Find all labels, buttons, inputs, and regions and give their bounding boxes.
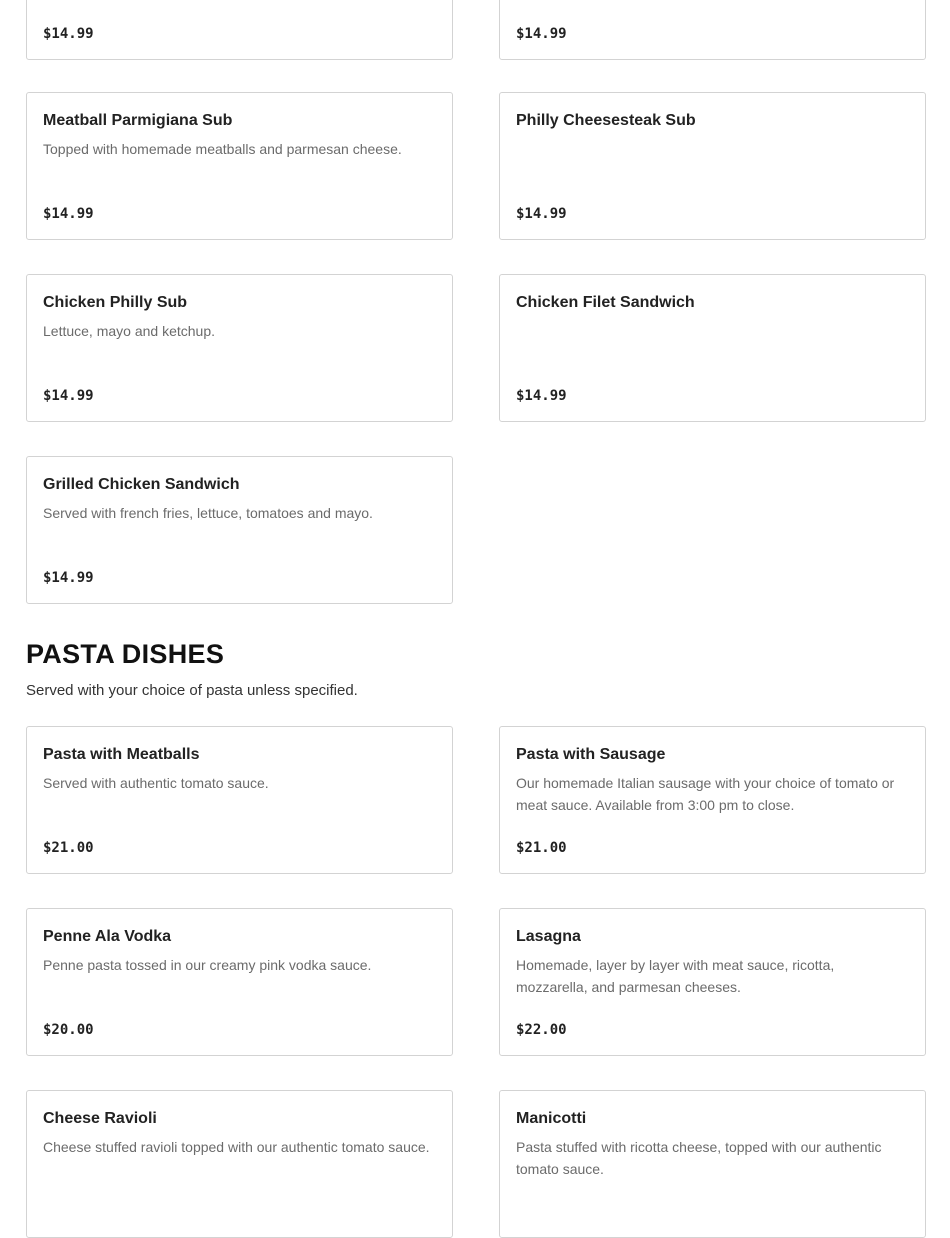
- menu-item-card[interactable]: [26, 274, 453, 422]
- menu-item-card[interactable]: [26, 92, 453, 240]
- item-price: $14.99: [516, 388, 567, 404]
- menu-item-card[interactable]: [26, 0, 453, 60]
- item-name: Cheese Ravioli: [43, 1110, 157, 1127]
- item-price: $22.00: [516, 1022, 567, 1038]
- item-name: Meatball Parmigiana Sub: [43, 112, 233, 129]
- item-description: Cheese stuffed ravioli topped with our authentic tomato sauce.: [43, 1139, 430, 1155]
- item-name: Chicken Philly Sub: [43, 294, 188, 311]
- item-name: Pasta with Meatballs: [43, 746, 200, 763]
- item-price: $14.99: [516, 26, 567, 42]
- menu-item-card[interactable]: [26, 726, 453, 874]
- item-name: Manicotti: [516, 1110, 587, 1127]
- item-description: Topped with homemade meatballs and parmesan cheese.: [43, 141, 402, 157]
- item-description: Lettuce, mayo and ketchup.: [43, 323, 215, 339]
- item-price: $21.00: [43, 840, 94, 856]
- section-title: PASTA DISHES: [26, 639, 225, 669]
- item-price: $14.99: [43, 388, 94, 404]
- menu-item-card[interactable]: [26, 456, 453, 604]
- item-name: Penne Ala Vodka: [43, 928, 172, 945]
- menu-item-card[interactable]: [499, 92, 926, 240]
- item-description: Served with authentic tomato sauce.: [43, 775, 269, 791]
- item-price: $14.99: [43, 570, 94, 586]
- section-subtitle: Served with your choice of pasta unless specified.: [26, 682, 358, 699]
- menu-item-card[interactable]: [499, 726, 926, 874]
- item-price: $14.99: [516, 206, 567, 222]
- item-name: Philly Cheesesteak Sub: [516, 112, 696, 129]
- item-price: $20.00: [43, 1022, 94, 1038]
- item-name: Chicken Filet Sandwich: [516, 294, 695, 311]
- item-description: Homemade, layer by layer with meat sauce, ricotta, mozzarella, and parmesan cheeses.: [516, 957, 835, 995]
- item-description: Pasta stuffed with ricotta cheese, topped with our authentic tomato sauce.: [516, 1139, 882, 1177]
- menu-item-card[interactable]: [499, 274, 926, 422]
- item-description: Our homemade Italian sausage with your choice of tomato or meat sauce. Available from 3:00 pm to close.: [516, 775, 895, 813]
- item-description: Penne pasta tossed in our creamy pink vodka sauce.: [43, 957, 372, 973]
- item-name: Grilled Chicken Sandwich: [43, 476, 240, 493]
- item-description: Served with french fries, lettuce, tomatoes and mayo.: [43, 505, 373, 521]
- item-price: $14.99: [43, 26, 94, 42]
- item-name: Pasta with Sausage: [516, 746, 666, 763]
- item-name: Lasagna: [516, 928, 581, 945]
- menu-item-card[interactable]: [26, 908, 453, 1056]
- menu-item-card[interactable]: [499, 908, 926, 1056]
- menu-item-card[interactable]: [26, 1090, 453, 1238]
- item-price: $14.99: [43, 206, 94, 222]
- menu-item-card[interactable]: [499, 0, 926, 60]
- item-price: $21.00: [516, 840, 567, 856]
- menu-item-card[interactable]: [499, 1090, 926, 1238]
